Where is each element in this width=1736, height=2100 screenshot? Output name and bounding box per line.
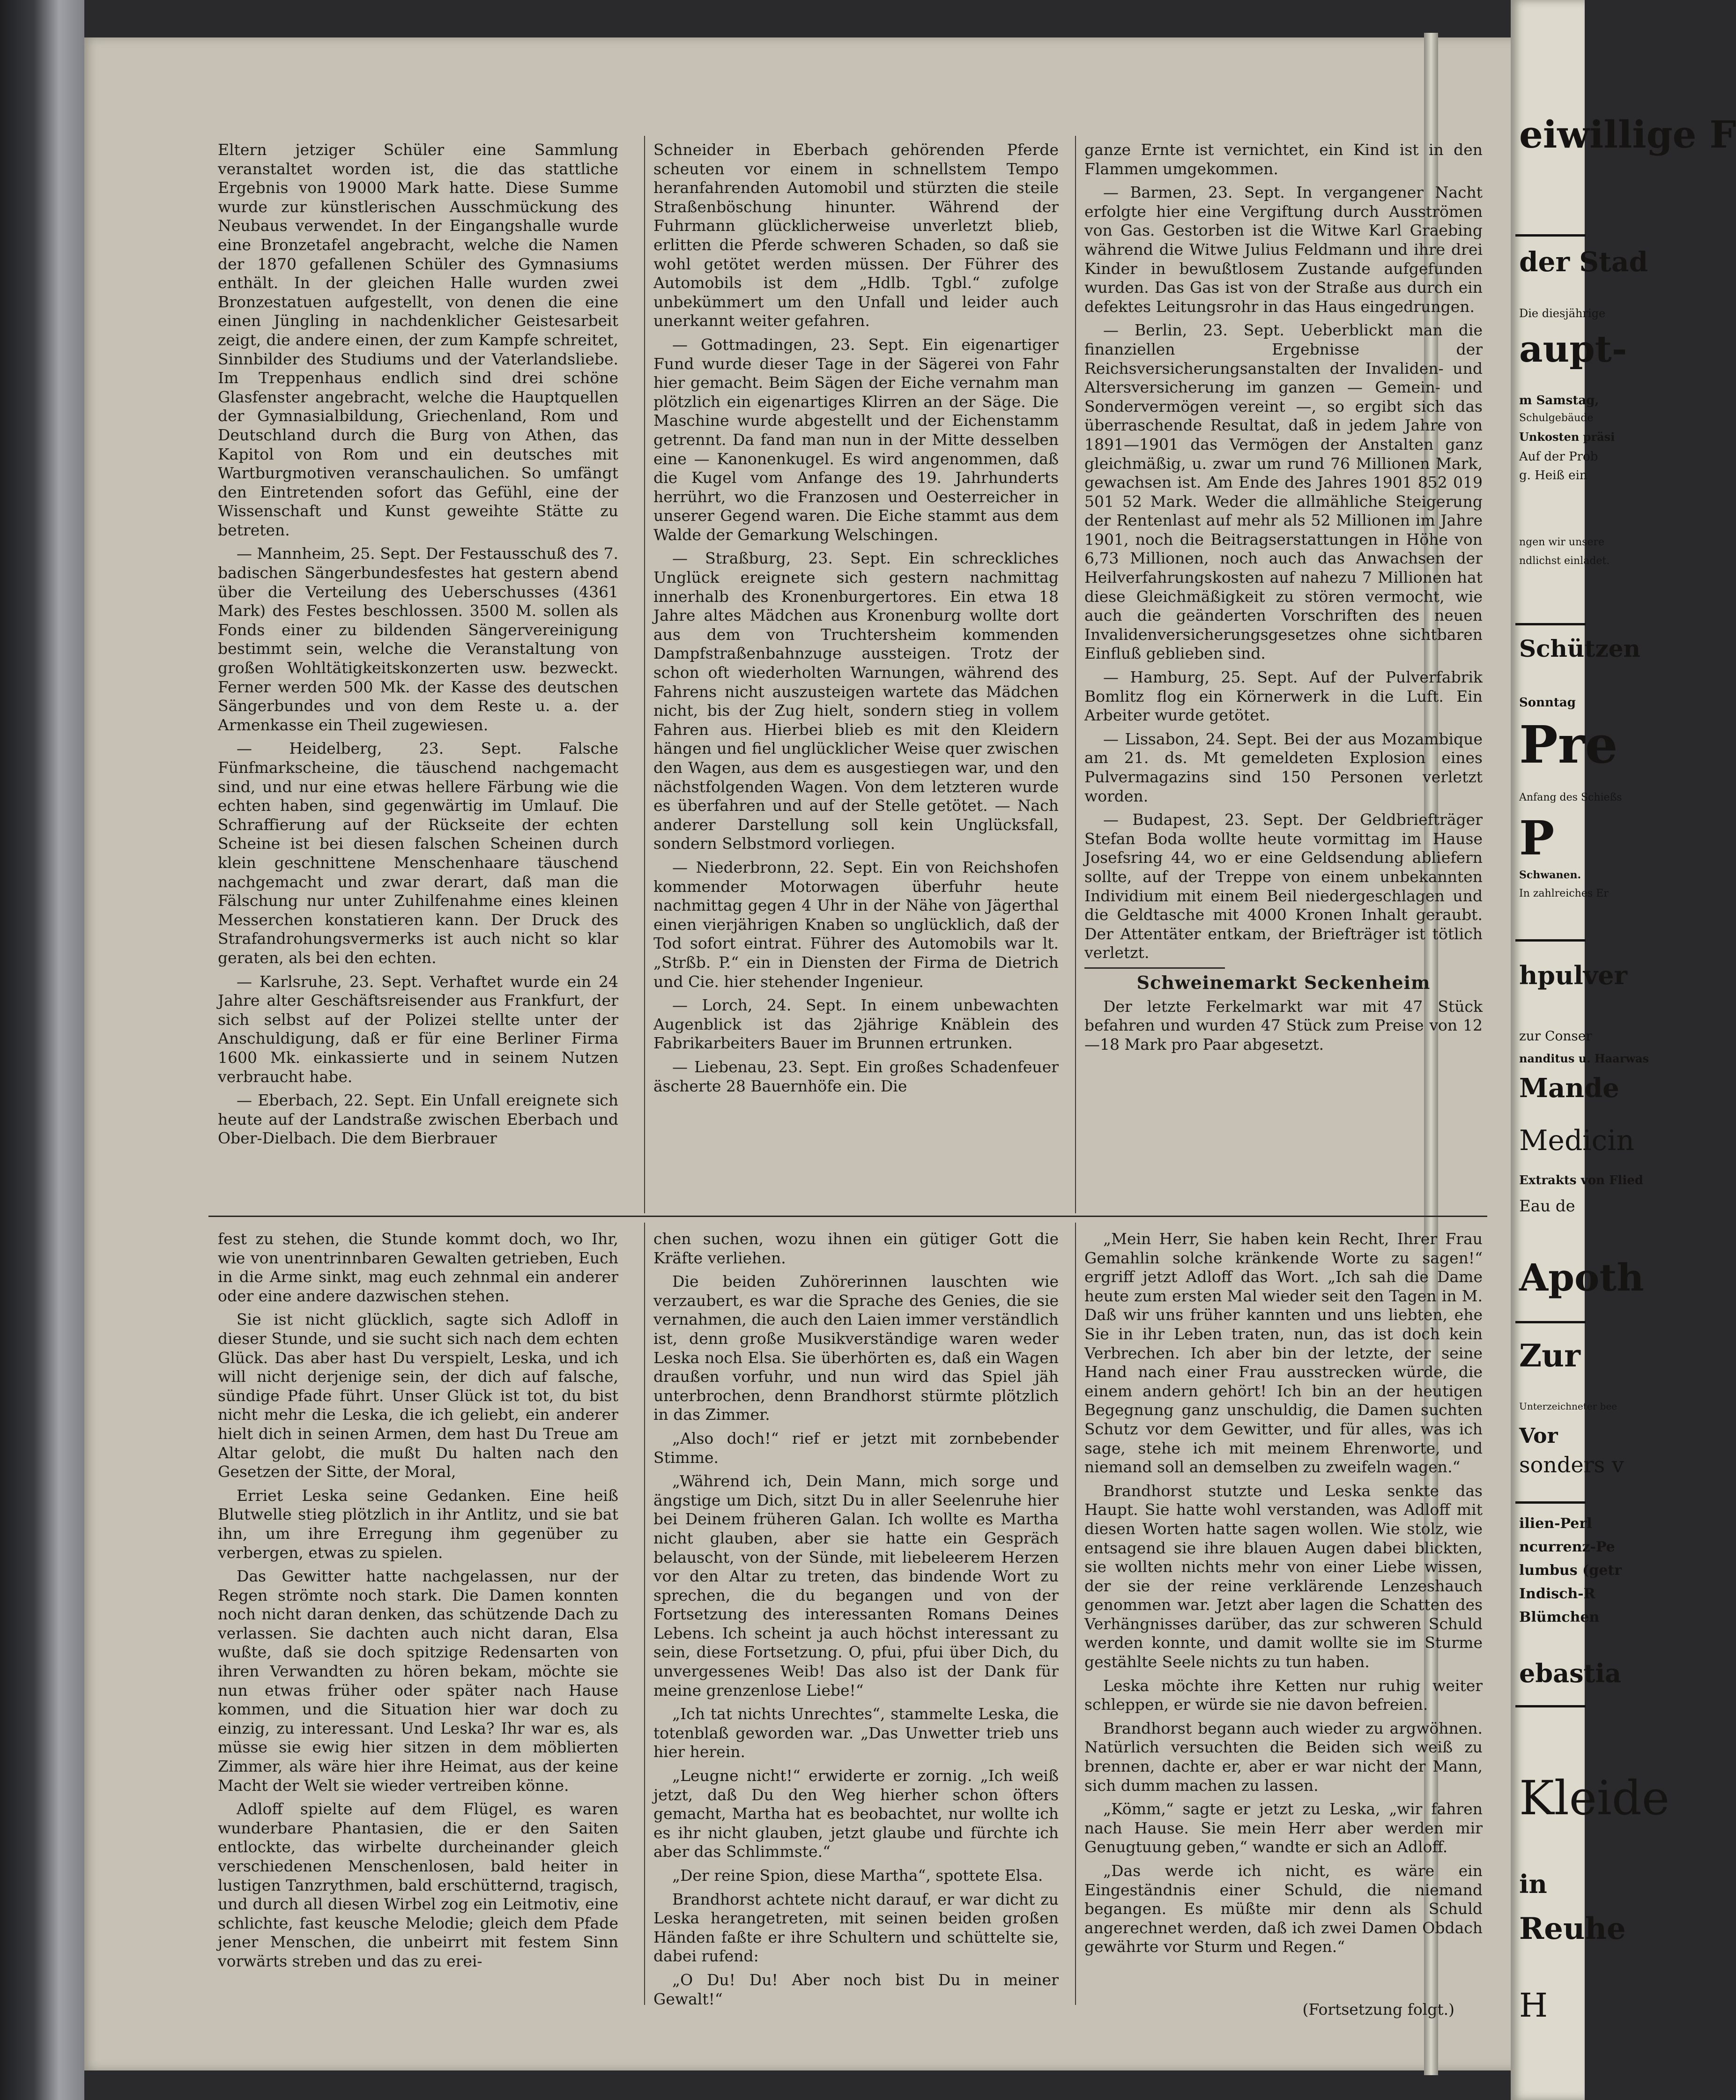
serial-paragraph: Brandhorst achtete nicht darauf, er war dicht zu Leska herangetreten, mit seinen beiden großen Händen faßte er ihre Schultern und schüttelte sie, dabei rufend: bbox=[653, 1890, 1059, 1966]
ad-fragment: Auf der Prob bbox=[1519, 450, 1598, 464]
ad-fragment: Schulgebäude bbox=[1519, 412, 1594, 424]
book-binding bbox=[0, 0, 84, 2100]
ad-fragment: Unterzeichneter bee bbox=[1519, 1401, 1617, 1412]
news-item-mannheim: — Mannheim, 25. Sept. Der Festausschuß des 7. badischen Sängerbundesfestes hat gestern abend über die Verteilung des Ueberschusses (4361 Mark) des Festes beschlossen. 3500 M. sollen als Fonds einer zu bildenden Sängervereinigung bestimmt sein, welche die Veranstaltung von großen Wohltätigkeitskonzerten usw. bezweckt. Ferner werden 500 Mk. der Kasse des deutschen Sängerbundes und von dem Reste u. a. der Armenkasse ein Theil zugewiesen. bbox=[218, 544, 618, 734]
adjacent-page-ads bbox=[1511, 0, 1736, 2100]
ad-fragment: Eau de bbox=[1519, 1197, 1575, 1216]
news-column-3 bbox=[1084, 141, 1483, 1204]
serial-paragraph: „Während ich, Dein Mann, mich sorge und ängstige um Dich, sitzt Du in aller Seelenruhe hier bei Deinem früheren Galan. Ich wollte es Martha nicht glauben, aber sie hatte ein Gespräch belauscht, von der Sünde, mit liebeleerem Herzen vor den Altar zu treten, das bindende Wort zu sprechen, die du begangen und von der Fortsetzung des interessanten Romans Deines Lebens. Ich scheint ja auch höchst interessant zu sein, diese Fortsetzung. O, pfui, pfui über Dich, du unvergessenes Weib! Das also ist der Dank für meine grenzenlose Liebe!“ bbox=[653, 1472, 1059, 1699]
ad-fragment: Medicin bbox=[1519, 1124, 1634, 1157]
market-heading: Schweinemarkt Seckenheim bbox=[1136, 972, 1431, 993]
ad-fragment: Mande bbox=[1519, 1073, 1619, 1104]
ad-fragment: Reuhe bbox=[1519, 1911, 1626, 1946]
news-item-hamburg: — Hamburg, 25. Sept. Auf der Pulverfabrik Bomlitz flog ein Körnerwerk in die Luft. Ein Arbeiter wurde getötet. bbox=[1084, 668, 1483, 725]
continued-label: (Fortsetzung folgt.) bbox=[1302, 2000, 1454, 2018]
news-item-lissabon: — Lissabon, 24. Sept. Bei der aus Mozambique am 21. ds. Mt gemeldeten Explosion eines Pulvermagazins sind 150 Personen verletzt worden. bbox=[1084, 729, 1483, 805]
ad-fragment: Apoth bbox=[1519, 1255, 1644, 1299]
ad-fragment: aupt- bbox=[1519, 328, 1627, 371]
news-item-liebenau: — Liebenau, 23. Sept. Ein großes Schadenfeuer äscherte 28 Bauernhöfe ein. Die bbox=[653, 1057, 1059, 1095]
column-divider bbox=[644, 1223, 645, 2005]
ad-rule bbox=[1515, 623, 1586, 625]
serial-paragraph: „Leugne nicht!“ erwiderte er zornig. „Ich weiß jetzt, daß Du den Weg hierher schon öfters gemacht, Martha hat es beobachtet, nur wollte ich es ihr nicht glauben, jetzt glaube und fürchte ich aber das Schlimmste.“ bbox=[653, 1766, 1059, 1861]
serial-paragraph: „Mein Herr, Sie haben kein Recht, Ihrer Frau Gemahlin solche kränkende Worte zu sagen!“ ergriff jetzt Adloff das Wort. „Ich sah die Dame heute zum ersten Mal wieder seit den Tagen in M. Daß wir uns früher kannten und uns liebten, ehe Sie in ihr Leben traten, nun, das ist doch kein Verbrechen. Ich aber bin der letzte, der seine Hand nach einer Frau ausstrecken würde, die einem andern gehört! Ich bin an der heutigen Begegnung ganz unschuldig, die Damen suchten Schutz vor dem Gewitter, und für alles, was ich sage, stehe ich mit meinem Ehrenworte, und niemand soll an demselben zu zweifeln wagen.“ bbox=[1084, 1230, 1483, 1477]
serial-paragraph: Das Gewitter hatte nachgelassen, nur der Regen strömte noch stark. Die Damen konnten noch nicht daran denken, das schützende Dach zu verlassen. Sie dachten auch nicht daran, Elsa wußte, daß sie doch spitzige Redensarten von ihren Verwandten zu hören bekam, möchte sie nun etwas früher oder später nach Hause kommen, und die Situation hier war doch zu einzig, zu interessant. Und Leska? Ihr war es, als müsse sie ewig hier sitzen in dem möblierten Zimmer, als wäre hier ihre Heimat, aus der keine Macht der Welt sie wieder vertreiben könne. bbox=[218, 1567, 618, 1795]
serial-paragraph: Leska möchte ihre Ketten nur ruhig weiter schleppen, er würde sie nie davon befreien. bbox=[1084, 1676, 1483, 1714]
news-item-budapest: — Budapest, 23. Sept. Der Geldbriefträger Stefan Boda wollte heute vormittag im Hause Josefsring 44, wo er eine Geldsendung abliefern sollte, auf der Treppe von einem unbekannten Individium mit einem Beil niedergeschlagen und die Geldtasche mit 4000 Kronen Inhalt geraubt. Der Attentäter entkam, der Briefträger ist tötlich verletzt. bbox=[1084, 810, 1483, 962]
serial-paragraph: Adloff spielte auf dem Flügel, es waren wunderbare Phantasien, die er den Saiten entlockte, das wirbelte durcheinander gleich verschiedenen Menschenlosen, bald heiter in lustigen Tanzrythmen, bald erschütternd, tragisch, und durch all diesen Wirbel zog ein Leitmotiv, eine schlichte, fast keusche Melodie; gleich dem Pfade jener Menschen, die unbeirrt mit festem Sinn vorwärts streben und das zu erei- bbox=[218, 1800, 618, 1970]
serial-paragraph: „Der reine Spion, diese Martha“, spottete Elsa. bbox=[672, 1866, 1043, 1885]
ad-fragment: P bbox=[1519, 810, 1555, 866]
ad-fragment: Schützen bbox=[1519, 635, 1640, 662]
ad-fragment: g. Heiß ein bbox=[1519, 468, 1588, 482]
news-paragraph: ganze Ernte ist vernichtet, ein Kind ist in den Flammen umgekommen. bbox=[1084, 141, 1483, 178]
column-divider bbox=[1075, 136, 1076, 1213]
column-divider bbox=[644, 136, 645, 1213]
serial-paragraph: „O Du! Du! Aber noch bist Du in meiner Gewalt!“ bbox=[653, 1970, 1059, 2008]
ad-fragment: Vor bbox=[1519, 1424, 1558, 1448]
serial-paragraph: Brandhorst stutzte und Leska senkte das Haupt. Sie hatte wohl verstanden, was Adloff mit diesen Worten hatte sagen wollen. Wie stolz, wie entsagend sie ihre blauen Augen dabei blickten, sie wollten nichts mehr von einer Liebe wissen, der sie der reine verklärende Lenzeshauch genommen war. Jetzt aber lagen die Schatten des Verhängnisses darüber, das zur schweren Schuld werden konnte, und damit wollte sie im Sturme gestählte Seele nichts zu tun haben. bbox=[1084, 1481, 1483, 1671]
ad-fragment: lumbus (getr bbox=[1519, 1562, 1622, 1579]
ad-fragment: sonders v bbox=[1519, 1452, 1624, 1477]
news-item-strassburg: — Straßburg, 23. Sept. Ein schreckliches Unglück ereignete sich gestern nachmittag innerhalb des Kronenburgertores. Ein etwa 18 Jahre altes Mädchen aus Kronenburg wollte dort aus dem von Truchtersheim kommenden Dampfstraßenbahnzuge aussteigen. Trotz der schon oft wiederholten Warnungen, während des Fahrens nicht auszusteigen wartete das Mädchen nicht, bis der Zug hielt, sondern stieg in vollem Fahren aus. Hierbei blieb es mit den Kleidern hängen und fiel unglücklicher Weise quer zwischen den Wagen, aus dem es ausgestiegen war, und den nächstfolgenden Wagen. Von dem letzteren wurde es überfahren und auf der Stelle getötet. — Nach anderer Darstellung soll kein Unglücksfall, sondern Selbstmord vorliegen. bbox=[653, 549, 1059, 853]
ad-fragment: ncurrenz-Pe bbox=[1519, 1539, 1615, 1555]
ad-fragment: ndlichst einladet. bbox=[1519, 555, 1610, 567]
ad-fragment: H bbox=[1519, 1986, 1548, 2025]
feuilleton-separator bbox=[208, 1216, 1487, 1217]
continuation-note bbox=[1084, 2000, 1483, 2024]
ad-fragment: eiwillige F bbox=[1519, 112, 1736, 156]
news-paragraph: Eltern jetziger Schüler eine Sammlung veranstaltet worden ist, die das stattliche Ergebnis von 19000 Mark hatte. Diese Summe wurde zur künstlerischen Ausschmückung des Neubaus verwendet. In der Eingangshalle wurde eine Bronzetafel angebracht, welche die Namen der 1870 gefallenen Schüler des Gymnasiums enthält. In der gleichen Halle wurden zwei Bronzestatuen aufgestellt, von denen die eine einen Jüngling in nachdenklicher Geistesarbeit zeigt, die andere einen, der zum Kampfe schreitet, Sinnbilder des Studiums und der Vaterlandsliebe. Im Treppenhaus endlich sind drei schöne Glasfenster angebracht, welche die Hauptquellen der Gymnasialbildung, Griechenland, Rom und Deutschland durch die Burg von Athen, das Kapitol von Rom und ein deutsches mit Wartburgmotiven veranschaulichen. So umfängt den Eintretenden sofort das Gefühl, eine der Wissenschaft und Kunst geweihte Stätte zu betreten. bbox=[218, 141, 618, 539]
serial-paragraph: „Ich tat nichts Unrechtes“, stammelte Leska, die totenblaß geworden war. „Das Unwetter trieb uns hier herein. bbox=[653, 1705, 1059, 1761]
ad-fragment: Die diesjährige bbox=[1519, 307, 1606, 320]
ad-fragment: Blümchen bbox=[1519, 1609, 1600, 1625]
ad-fragment: Sonntag bbox=[1519, 696, 1576, 710]
serial-paragraph: chen suchen, wozu ihnen ein gütiger Gott die Kräfte verliehen. bbox=[653, 1230, 1059, 1267]
ad-fragment: Unkosten präsi bbox=[1519, 430, 1615, 444]
serial-paragraph: „Also doch!“ rief er jetzt mit zornbebender Stimme. bbox=[653, 1429, 1059, 1467]
market-report: Der letzte Ferkelmarkt war mit 47 Stück befahren und wurden 47 Stück zum Preise von 12—18 Mark pro Paar abgesetzt. bbox=[1084, 997, 1483, 1054]
ad-fragment: zur Conser bbox=[1519, 1028, 1592, 1044]
news-item-eberbach: — Eberbach, 22. Sept. Ein Unfall ereignete sich heute auf der Landstraße zwischen Eberbach und Ober-Dielbach. Die dem Bierbrauer bbox=[218, 1091, 618, 1148]
serial-paragraph: Erriet Leska seine Gedanken. Eine heiß Blutwelle stieg plötzlich in ihr Antlitz, und sie bat ihn, um ihre Erregung ihm gegenüber zu verbergen, etwas zu spielen. bbox=[218, 1486, 618, 1562]
news-paragraph: Schneider in Eberbach gehörenden Pferde scheuten vor einem in schnellstem Tempo heranfahrenden Automobil und stürzten die steile Straßenböschung hinunter. Während der Fuhrmann glücklicherweise unverletzt blieb, erlitten die Pferde schweren Schaden, so daß sie wohl getötet werden müssen. Der Führer des Automobils ist dem „Hdlb. Tgbl.“ zufolge unbekümmert um den Unfall und leider auch unerkannt weiter gefahren. bbox=[653, 141, 1059, 330]
news-column-2 bbox=[653, 141, 1059, 1204]
ad-fragment: In zahlreiches Er bbox=[1519, 888, 1609, 899]
serial-column-1 bbox=[218, 1230, 618, 1998]
ad-fragment: Zur bbox=[1519, 1337, 1580, 1374]
news-column-1 bbox=[218, 141, 618, 1204]
ad-fragment: in bbox=[1519, 1869, 1547, 1899]
news-item-lorch: — Lorch, 24. Sept. In einem unbewachten Augenblick ist das 2jährige Knäblein des Fabrikarbeiters Bauer im Brunnen ertrunken. bbox=[653, 996, 1059, 1053]
ad-fragment: m Samstag, bbox=[1519, 393, 1599, 408]
news-item-gottmadingen: — Gottmadingen, 23. Sept. Ein eigenartiger Fund wurde dieser Tage in der Sägerei von Fahr hier gemacht. Beim Sägen der Eiche vernahm man plötzlich ein eigenartiges Klirren an der Säge. Die Maschine wurde abgestellt und der Eichenstamm getrennt. Da fand man nun in der Mitte desselben eine — Kanonenkugel. Es wird angenommen, daß die Kugel vom Anfange des 19. Jahrhunderts herrührt, wo die Franzosen und Oesterreicher in unserer Gegend waren. Die Eiche stammt aus dem Walde der Gemarkung Welschingen. bbox=[653, 335, 1059, 544]
news-item-barmen: — Barmen, 23. Sept. In vergangener Nacht erfolgte hier eine Vergiftung durch Ausströmen von Gas. Gestorben ist die Witwe Karl Graebing während die Witwe Julius Feldmann und ihre drei Kinder in bewußtlosem Zustande aufgefunden wurden. Das Gas ist von der Straße aus durch ein defektes Leitungsrohr in das Haus eingedrungen. bbox=[1084, 183, 1483, 316]
serial-paragraph: „Das werde ich nicht, es wäre ein Eingeständnis einer Schuld, die niemand begangen. Es müßte mir denn als Schuld angerechnet werden, daß ich zwei Damen Obdach gewährte vor Sturm und Regen.“ bbox=[1084, 1862, 1483, 1956]
serial-column-3 bbox=[1084, 1230, 1483, 1998]
serial-paragraph: Sie ist nicht glücklich, sagte sich Adloff in dieser Stunde, und sie sucht sich nach dem echten Glück. Das aber hast Du verspielt, Leska, und ich will nicht derjenige sein, der dich auf falsche, sündige Pfade führt. Unser Glück ist tot, du bist nicht mehr die Leska, die ich geliebt, ein anderer hielt dich in seinen Armen, dem hast Du Treue am Altar gelobt, die mußt Du halten nach den Gesetzen der Sitte, der Moral, bbox=[218, 1310, 618, 1481]
ad-rule bbox=[1515, 234, 1586, 237]
ad-rule bbox=[1515, 1501, 1586, 1504]
ad-fragment: ilien-Perl bbox=[1519, 1515, 1592, 1532]
ad-fragment: ngen wir unsere bbox=[1519, 536, 1604, 548]
serial-paragraph: Die beiden Zuhörerinnen lauschten wie verzaubert, es war die Sprache des Genies, die sie vernahmen, die auch den Laien immer verständlich ist, denn große Musikverständige waren weder Leska noch Elsa. Sie überhörten es, daß ein Wagen draußen vorfuhr, und nun wird das Spiel jäh unterbrochen, denn Brandhorst stürmte plötzlich in das Zimmer. bbox=[653, 1272, 1059, 1424]
section-rule bbox=[1084, 967, 1225, 969]
ad-fragment: Pre bbox=[1519, 714, 1618, 775]
ad-fragment: Kleide bbox=[1519, 1771, 1670, 1825]
news-item-heidelberg: — Heidelberg, 23. Sept. Falsche Fünfmarkscheine, die täuschend nachgemacht sind, und nur eine etwas hellere Färbung wie die echten haben, sind gegenwärtig im Umlauf. Die Schraffierung auf der Rückseite der echten Scheine ist bei diesen falschen Scheinen durch klein geschnittene Menschenhaare täuschend nachgemacht und zwar derart, daß man die Fälschung nur unter Zuhilfenahme eines kleinen Messerchen konstatieren kann. Der Druck des Strafandrohungsvermerks ist auch nicht so klar geraten, als bei den echten. bbox=[218, 739, 618, 967]
news-item-karlsruhe: — Karlsruhe, 23. Sept. Verhaftet wurde ein 24 Jahre alter Geschäftsreisender aus Frankfurt, der sich selbst auf der Polizei stellte unter der Anschuldigung, daß er für eine Berliner Firma 1600 Mk. einkassierte und in seinem Nutzen verbraucht habe. bbox=[218, 972, 618, 1086]
ad-fragment: Extrakts von Flied bbox=[1519, 1173, 1643, 1187]
ad-fragment: nanditus u. Haarwas bbox=[1519, 1052, 1649, 1065]
ad-rule bbox=[1515, 1705, 1586, 1707]
serial-column-2 bbox=[653, 1230, 1059, 2008]
ad-fragment: ebastia bbox=[1519, 1658, 1621, 1688]
serial-paragraph: Brandhorst begann auch wieder zu argwöhnen. Natürlich versuchten die Beiden sich weiß zu brennen, dachte er, aber er war nicht der Mann, sich dumm machen zu lassen. bbox=[1084, 1719, 1483, 1795]
ad-fragment: hpulver bbox=[1519, 960, 1627, 990]
column-divider bbox=[1075, 1223, 1076, 2005]
news-item-niederbronn: — Niederbronn, 22. Sept. Ein von Reichshofen kommender Motorwagen überfuhr heute nachmittag gegen 4 Uhr in der Nähe von Jägerthal einen vierjährigen Knaben so unglücklich, daß der Tod sofort eintrat. Führer des Automobils war lt. „Strßb. P.“ ein in Diensten der Firma de Dietrich und Cie. hier stehender Ingenieur. bbox=[653, 858, 1059, 991]
serial-paragraph: fest zu stehen, die Stunde kommt doch, wo Ihr, wie von unentrinnbaren Gewalten getrieben, Euch in die Arme sinkt, mag euch zehnmal ein anderer oder eine andere dazwischen stehen. bbox=[218, 1230, 618, 1305]
ad-fragment: Schwanen. bbox=[1519, 869, 1581, 881]
ad-fragment: Indisch-R bbox=[1519, 1586, 1595, 1602]
ad-fragment: Anfang des Schießs bbox=[1519, 792, 1622, 803]
ad-rule bbox=[1515, 939, 1586, 942]
ad-fragment: der Stad bbox=[1519, 246, 1648, 278]
serial-paragraph: „Kömm,“ sagte er jetzt zu Leska, „wir fahren nach Hause. Sie mein Herr aber werden mir Genugtuung geben,“ wandte er sich an Adloff. bbox=[1084, 1800, 1483, 1856]
ad-rule bbox=[1515, 1321, 1586, 1323]
news-item-berlin: — Berlin, 23. Sept. Ueberblickt man die finanziellen Ergebnisse der Reichsversicherungsanstalten der Invaliden- und Altersversicherung im ganzen — Gemein- und Sondervermögen vereint —, so ergibt sich das überraschende Resultat, daß in jedem Jahre von 1891—1901 das Vermögen der Anstalten ganz gleichmäßig, u. zwar um rund 76 Millionen Mark, gewachsen ist. Am Ende des Jahres 1901 852 019 501 52 Mark. Weder die allmähliche Steigerung der Rentenlast auf mehr als 52 Millionen im Jahre 1901, noch die Beitragserstattungen in Höhe von 6,73 Millionen, noch auch das Anwachsen der Heilverfahrungskosten auf nahezu 7 Millionen hat diese Gleichmäßigkeit zu stören vermocht, wie auch die geänderten Vorschriften des neuen Invalidenversicherungsgesetzes ohne sichtbaren Einfluß geblieben sind. bbox=[1084, 321, 1483, 663]
